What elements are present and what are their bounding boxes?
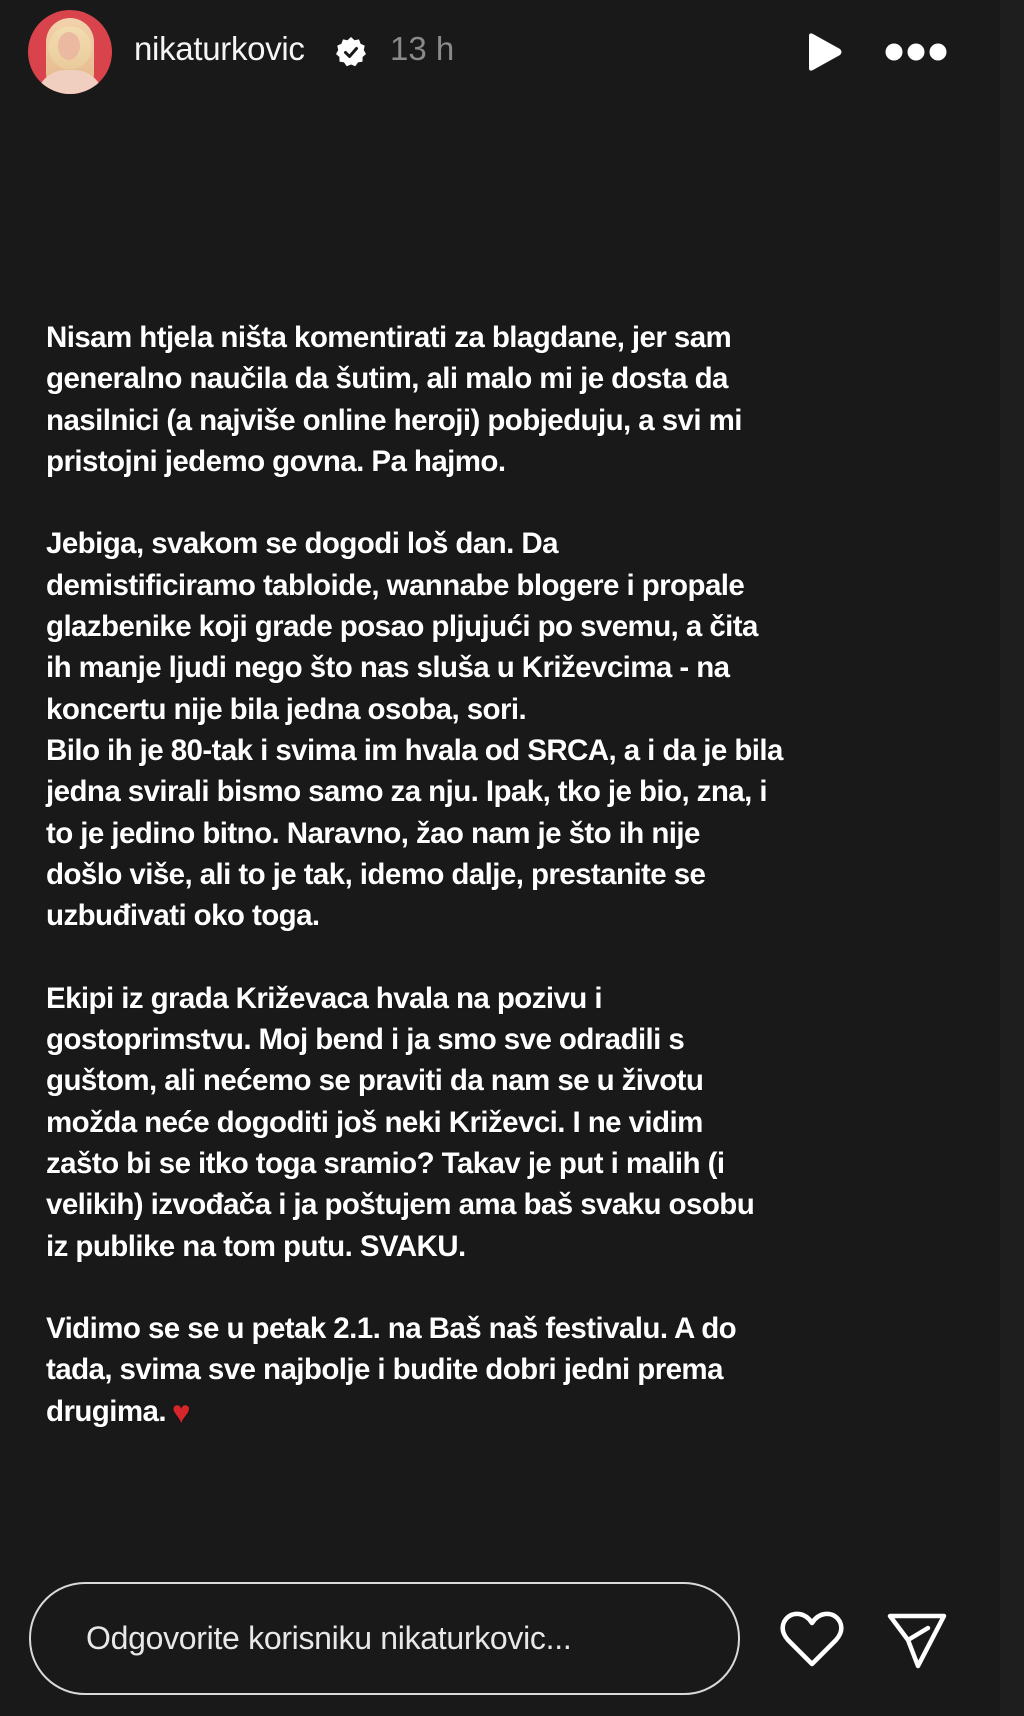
- story-line: to je jedino bitno. Naravno, žao nam je što ih nije: [46, 816, 700, 850]
- story-line-text: drugima.: [46, 1394, 166, 1428]
- reply-placeholder: Odgovorite korisniku nikaturkovic...: [86, 1620, 572, 1656]
- right-edge-strip: [1000, 0, 1024, 1716]
- story-line: iz publike na tom putu. SVAKU.: [46, 1229, 466, 1263]
- heart-outline-icon[interactable]: [778, 1608, 846, 1670]
- story-line: Vidimo se se u petak 2.1. na Baš naš festivalu. A do: [46, 1312, 737, 1346]
- avatar[interactable]: [28, 10, 112, 94]
- story-line: Nisam htjela ništa komentirati za blagdane, jer sam: [46, 321, 732, 354]
- story-line: Bilo ih je 80-tak i svima im hvala od SRCA, a i da je bila: [46, 733, 783, 767]
- paragraph-gap: [46, 482, 986, 523]
- story-line: guštom, ali nećemo se praviti da nam se u životu: [46, 1064, 704, 1098]
- paragraph-gap: [46, 936, 986, 977]
- story-line: možda neće dogoditi još neki Križevci. I ne vidim: [46, 1105, 703, 1139]
- verified-badge-icon: [335, 36, 367, 68]
- username[interactable]: nikaturkovic: [134, 30, 305, 67]
- story-line: Ekipi iz grada Križevaca hvala na pozivu i: [46, 981, 602, 1015]
- reply-input[interactable]: [29, 1582, 740, 1695]
- story-line: velikih) izvođača i ja poštujem ama baš svaku osobu: [46, 1188, 755, 1222]
- story-line: generalno naučila da šutim, ali malo mi je dosta da: [46, 362, 728, 396]
- story-line: uzbuđivati oko toga.: [46, 899, 320, 933]
- story-line: glazbenike koji grade posao pljujući po svemu, a čita: [46, 610, 758, 644]
- story-line: demistificiramo tabloide, wannabe blogere i propale: [46, 568, 745, 602]
- story-line: nasilnici (a najviše online heroji) pobjeduju, a svi mi: [46, 403, 742, 437]
- red-heart-emoji-icon: ♥: [171, 1393, 190, 1430]
- more-dots-icon[interactable]: [882, 36, 950, 68]
- avatar-face: [58, 32, 80, 60]
- paragraph-gap: [46, 1267, 986, 1308]
- story-line: gostoprimstvu. Moj bend i ja smo sve odradili s: [46, 1023, 685, 1057]
- story-line: jedna svirali bismo samo za nju. Ipak, tko je bio, zna, i: [46, 775, 767, 809]
- play-icon[interactable]: [800, 30, 846, 74]
- post-time: 13 h: [390, 30, 455, 67]
- story-line: Jebiga, svakom se dogodi loš dan. Da: [46, 527, 558, 561]
- send-icon[interactable]: [884, 1608, 950, 1672]
- story-line: tada, svima sve najbolje i budite dobri jedni prema: [46, 1353, 723, 1387]
- story-line: ih manje ljudi nego što nas sluša u Križevcima - na: [46, 651, 730, 685]
- story-line: došlo više, ali to je tak, idemo dalje, prestanite se: [46, 857, 706, 891]
- story-line: pristojni jedemo govna. Pa hajmo.: [46, 444, 506, 478]
- story-line-last: [46, 1391, 971, 1432]
- story-line: koncertu nije bila jedna osoba, sori.: [46, 692, 527, 726]
- story-text: [46, 317, 986, 1432]
- story-line: zašto bi se itko toga sramio? Takav je put i malih (i: [46, 1146, 725, 1180]
